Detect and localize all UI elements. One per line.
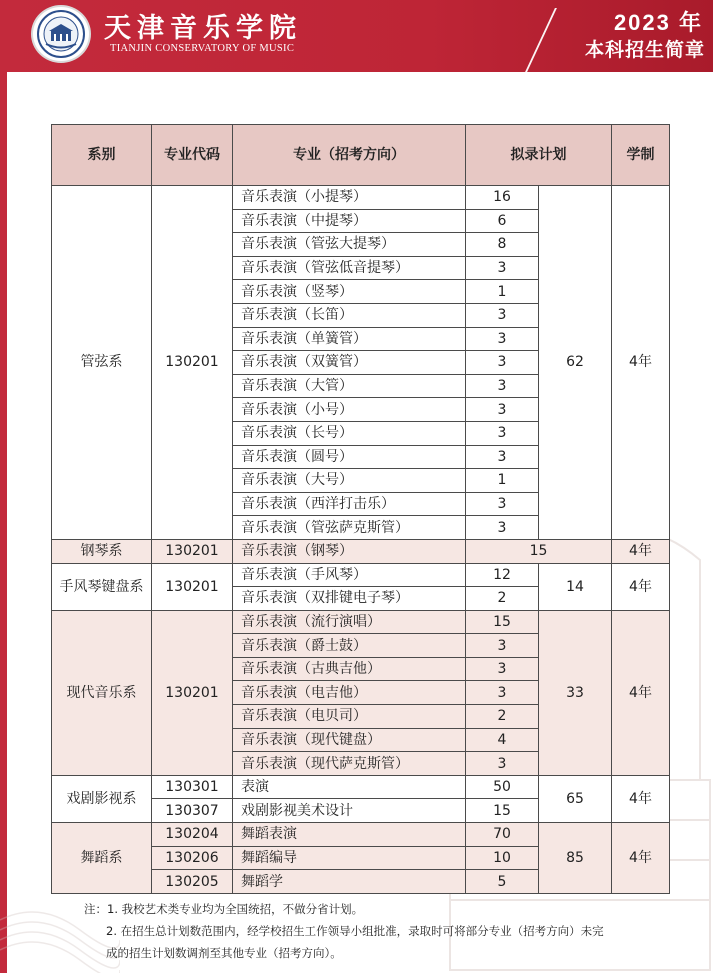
major-cell: 舞蹈学 [233,870,466,894]
page-header [0,0,713,72]
plan-cell: 1 [466,280,539,304]
plan-cell: 16 [466,186,539,210]
total-cell: 14 [539,563,612,610]
header-major: 专业（招考方向） [233,125,466,186]
major-cell: 音乐表演（小号） [233,398,466,422]
plan-cell: 6 [466,209,539,233]
major-cell: 音乐表演（管弦大提琴） [233,233,466,257]
plan-cell: 3 [466,374,539,398]
major-cell: 音乐表演（古典吉他） [233,657,466,681]
duration-cell: 4年 [612,775,670,822]
duration-cell: 4年 [612,610,670,775]
major-cell: 音乐表演（单簧管） [233,327,466,351]
major-cell: 音乐表演（双簧管） [233,351,466,375]
brochure-title: 本科招生简章 [584,39,705,61]
plan-cell: 2 [466,587,539,611]
major-cell: 音乐表演（中提琴） [233,209,466,233]
major-cell: 表演 [233,775,466,799]
major-cell: 舞蹈编导 [233,846,466,870]
plan-cell: 3 [466,681,539,705]
table-row [52,186,670,210]
department-cell: 舞蹈系 [52,823,152,894]
plan-cell: 15 [466,610,539,634]
plan-cell: 4 [466,728,539,752]
plan-cell: 3 [466,398,539,422]
major-cell: 音乐表演（爵士鼓） [233,634,466,658]
code-cell: 130307 [152,799,233,823]
code-cell: 130301 [152,775,233,799]
plan-cell: 12 [466,563,539,587]
plan-cell: 50 [466,775,539,799]
note-1: 注：1. 我校艺术类专业均为全国统招，不做分省计划。 [84,902,364,916]
total-cell: 33 [539,610,612,775]
left-accent-bar [0,72,7,973]
plan-cell: 2 [466,705,539,729]
major-cell: 音乐表演（圆号） [233,445,466,469]
total-cell: 62 [539,186,612,540]
header-duration: 学制 [612,125,670,186]
header-code: 专业代码 [152,125,233,186]
duration-cell: 4年 [612,539,670,563]
header-plan: 拟录计划 [466,125,612,186]
plan-cell: 15 [466,799,539,823]
major-cell: 音乐表演（小提琴） [233,186,466,210]
notes [84,898,684,964]
plan-cell: 3 [466,752,539,776]
code-cell: 130201 [152,539,233,563]
table-row [52,610,670,634]
major-cell: 音乐表演（管弦低音提琴） [233,256,466,280]
major-cell: 音乐表演（手风琴） [233,563,466,587]
note-2: 2. 在招生总计划数范围内，经学校招生工作领导小组批准，录取时可将部分专业（招考方向）未完 [106,924,604,938]
school-emblem-icon [36,9,86,59]
major-cell: 音乐表演（现代萨克斯管） [233,752,466,776]
plan-cell: 3 [466,657,539,681]
total-cell: 85 [539,823,612,894]
department-cell: 钢琴系 [52,539,152,563]
plan-cell: 3 [466,256,539,280]
table-row [52,775,670,799]
plan-cell: 3 [466,634,539,658]
plan-cell: 3 [466,351,539,375]
code-cell: 130205 [152,870,233,894]
note-2-continued: 成的招生计划数调剂至其他专业（招考方向）。 [106,946,342,960]
major-cell: 音乐表演（双排键电子琴） [233,587,466,611]
major-cell: 音乐表演（大号） [233,469,466,493]
plan-cell: 3 [466,421,539,445]
plan-cell: 15 [466,539,612,563]
plan-cell: 3 [466,327,539,351]
department-cell: 管弦系 [52,186,152,540]
plan-cell: 3 [466,445,539,469]
plan-cell: 5 [466,870,539,894]
plan-cell: 3 [466,516,539,540]
major-cell: 音乐表演（电吉他） [233,681,466,705]
major-cell: 音乐表演（大管） [233,374,466,398]
duration-cell: 4年 [612,186,670,540]
major-cell: 音乐表演（现代键盘） [233,728,466,752]
code-cell: 130201 [152,563,233,610]
year-title: 2023 年 [613,10,703,35]
department-cell: 现代音乐系 [52,610,152,775]
school-logo [31,5,91,63]
plan-cell: 70 [466,823,539,847]
major-cell: 音乐表演（长号） [233,421,466,445]
major-cell: 音乐表演（管弦萨克斯管） [233,516,466,540]
plan-cell: 3 [466,303,539,327]
duration-cell: 4年 [612,563,670,610]
table-body [52,186,670,894]
major-cell: 音乐表演（钢琴） [233,539,466,563]
major-cell: 音乐表演（西洋打击乐） [233,492,466,516]
major-cell: 音乐表演（流行演唱） [233,610,466,634]
plan-cell: 3 [466,492,539,516]
header-department: 系别 [52,125,152,186]
major-cell: 舞蹈表演 [233,823,466,847]
major-cell: 音乐表演（电贝司） [233,705,466,729]
plan-cell: 10 [466,846,539,870]
major-cell: 音乐表演（长笛） [233,303,466,327]
enrollment-plan-table [51,124,670,894]
plan-cell: 8 [466,233,539,257]
header-divider [525,8,557,72]
table-row [52,563,670,587]
plan-cell: 1 [466,469,539,493]
code-cell: 130206 [152,846,233,870]
department-cell: 戏剧影视系 [52,775,152,822]
school-name-en: TIANJIN CONSERVATORY OF MUSIC [110,43,295,54]
table-row [52,823,670,847]
table-row [52,539,670,563]
school-name-cn: 天津音乐学院 [104,13,302,44]
major-cell: 音乐表演（竖琴） [233,280,466,304]
duration-cell: 4年 [612,823,670,894]
major-cell: 戏剧影视美术设计 [233,799,466,823]
code-cell: 130201 [152,610,233,775]
code-cell: 130204 [152,823,233,847]
code-cell: 130201 [152,186,233,540]
department-cell: 手风琴键盘系 [52,563,152,610]
total-cell: 65 [539,775,612,822]
